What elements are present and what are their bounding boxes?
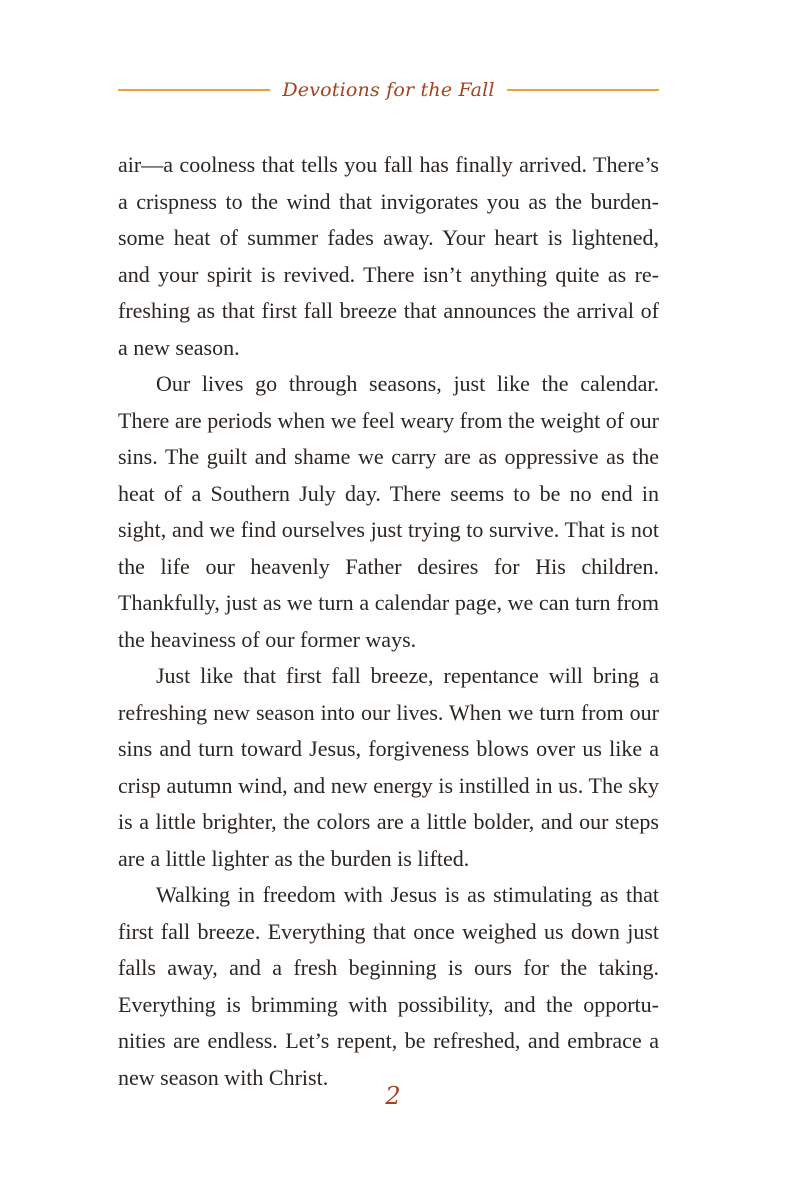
header-rule-right bbox=[507, 89, 659, 91]
header-rule-left bbox=[118, 89, 270, 91]
header-title: Devotions for the Fall bbox=[282, 79, 495, 101]
page-number: 2 bbox=[385, 1082, 401, 1110]
paragraph-1: air—a coolness that tells you fall has finally arrived. There’s a crispness to the wind that invigorates you as the burdensome heat of summer fades away. Your heart is lightened, and your spirit is revived. There isn’t anything quite as refreshing as that first fall breeze that announces the arrival of a new season. bbox=[118, 152, 659, 360]
running-header bbox=[118, 70, 659, 110]
body-text bbox=[118, 147, 659, 1096]
paragraph-2: Our lives go through seasons, just like the calendar. There are periods when we feel weary from the weight of our sins. The guilt and shame we carry are as oppressive as the heat of a Southern July day. There seems to be no end in sight, and we find ourselves just trying to survive. That is not the life our heavenly Father desires for His children. Thankfully, just as we turn a calendar page, we can turn from the heaviness of our former ways. bbox=[118, 371, 659, 652]
paragraph-3: Just like that first fall breeze, repentance will bring a refreshing new season into our lives. When we turn from our sins and turn toward Jesus, forgiveness blows over us like a crisp autumn wind, and new energy is instilled in us. The sky is a little brighter, the colors are a little bolder, and our steps are a little lighter as the burden is lifted. bbox=[118, 663, 659, 871]
paragraph-4: Walking in freedom with Jesus is as stimulating as that first fall breeze. Everything that once weighed us down just falls away, and a fresh beginning is ours for the taking. Everything is brimming with possibility, and the opportunities are endless. Let’s repent, be refreshed, and embrace a new season with Christ. bbox=[118, 882, 659, 1090]
